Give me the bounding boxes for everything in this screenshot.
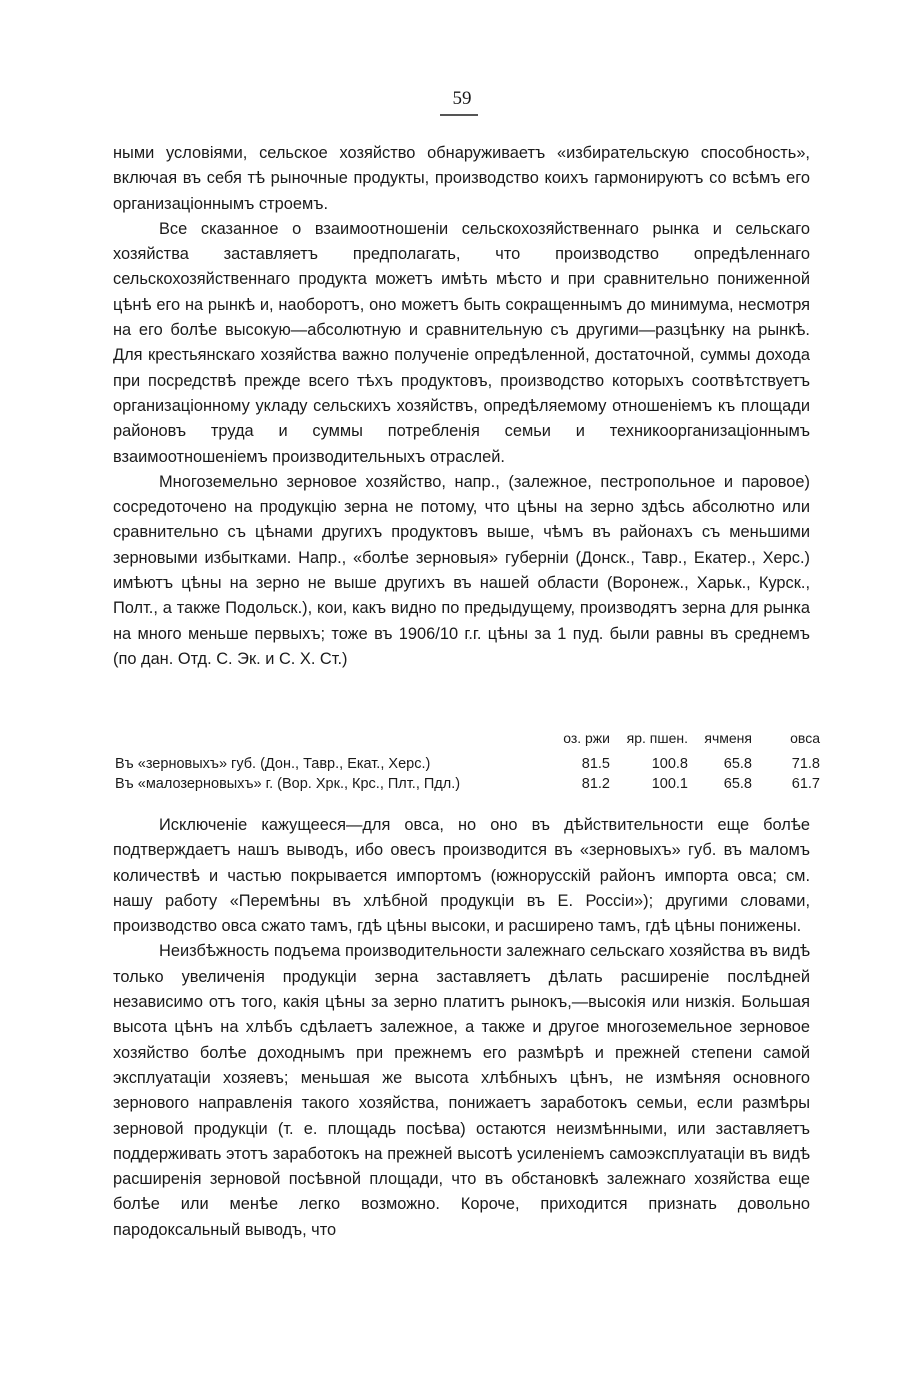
paragraph-2: Все сказанное о взаимоотношеніи сельскохозяйственнаго рынка и сельскаго хозяйства заставляетъ предполагать, что производство опредѣленнаго сельскохозяйственнаго продукта можетъ имѣть мѣсто и при сравнительно пониженной цѣнѣ его на рынкѣ и, наоборотъ, оно можетъ быть сокращеннымъ до минимума, несмотря на его болѣе высокую—абсолютную и сравнительную съ другими—разцѣнку на рынкѣ. Для крестьянскаго хозяйства важно полученіе опредѣленной, достаточной, суммы дохода при посредствѣ прежде всего тѣхъ продуктовъ, производство которыхъ соотвѣтствуетъ организаціонному укладу сельскихъ хозяйствъ, опредѣляемому отношеніемъ къ площади районовъ труда и суммы потребленія семьи и техникоорганизаціоннымъ взаимоотношеніемъ производительныхъ отраслей.: [113, 219, 810, 466]
cell-barley: 65.8: [723, 756, 752, 772]
cell-rye: 81.5: [581, 756, 610, 772]
page-number: 59: [452, 88, 472, 109]
cell-wheat: 100.8: [651, 756, 688, 772]
header-barley: ячменя: [704, 730, 752, 746]
paragraph-1: ными условіями, сельское хозяйство обнаруживаетъ «избирательскую способность», включая въ себя тѣ рыночные продукты, производство коихъ гармонируютъ со всѣмъ его организаціоннымъ строемъ.: [113, 144, 810, 213]
paragraph-4: Исключеніе кажущееся—для овса, но оно въ дѣйствительности еще болѣе подтверждаетъ нашъ выводъ, ибо овесъ производится въ «зерновыхъ» губ. въ маломъ количествѣ и частью покрывается импортомъ (южнорусскій районъ импорта овса; см. нашу работу «Перемѣны въ хлѣбной продукціи въ Е. Россіи»); другими словами, производство овса сжато тамъ, гдѣ цѣны высоки, и расширено тамъ, гдѣ цѣны понижены.: [113, 816, 810, 936]
cell-oats: 71.8: [791, 756, 820, 772]
table-row: [115, 774, 820, 794]
page-number-rule: [440, 114, 478, 116]
price-table: [115, 728, 820, 794]
header-rye: оз. ржи: [563, 730, 610, 746]
table-row: [115, 754, 820, 774]
text-block-top: [113, 141, 810, 672]
header-oats: овса: [790, 730, 820, 746]
cell-wheat: 100.1: [651, 776, 688, 792]
header-blank: [115, 728, 540, 754]
cell-oats: 61.7: [791, 776, 820, 792]
paragraph-3: Многоземельно зерновое хозяйство, напр., (залежное, пестропольное и паровое) сосредоточено на продукцію зерна не потому, что цѣны на зерно здѣсь абсолютно или сравнительно съ цѣнами другихъ продуктовъ выше, чѣмъ въ районахъ съ меньшими зерновыми избытками. Напр., «болѣе зерновыя» губерніи (Донск., Тавр., Екатер., Херс.) имѣютъ цѣны на зерно не выше другихъ въ нашей области (Воронеж., Харьк., Курск., Полт., а также Подольск.), кои, какъ видно по предыдущему, производятъ зерна для рынка на много меньше первыхъ; тоже въ 1906/10 г.г. цѣны за 1 пуд. были равны въ среднемъ (по дан. Отд. С. Эк. и С. Х. Ст.): [113, 472, 810, 668]
cell-rye: 81.2: [581, 776, 610, 792]
text-block-bottom: [113, 813, 810, 1243]
row-label: Въ «зерновыхъ» губ. (Дон., Тавр., Екат., Херс.): [115, 756, 431, 772]
cell-barley: 65.8: [723, 776, 752, 792]
header-wheat: яр. пшен.: [626, 730, 688, 746]
paragraph-5: Неизбѣжность подъема производительности залежнаго сельскаго хозяйства въ видѣ только увеличенія продукціи зерна заставляетъ дѣлать расширеніе послѣдней независимо отъ того, какія цѣны за зерно платитъ рынокъ,—высокія или низкія. Большая высота цѣнъ на хлѣбъ сдѣлаетъ залежное, а также и другое многоземельное зерновое хозяйство болѣе доходнымъ при прежнемъ его размѣрѣ и прежней степени самой эксплуатаціи хозяевъ; меньшая же высота хлѣбныхъ цѣнъ, не измѣняя основного зернового направленія такого хозяйства, понижаетъ заработокъ семьи, если размѣры зерновой продукціи (т. е. площадь посѣва) остаются неизмѣнными, или заставляетъ поддерживать этотъ заработокъ на прежней высотѣ усиленіемъ самоэксплуатаціи въ видѣ расширенія зерновой посѣвной площади, что въ обстановкѣ залежнаго хозяйства еще болѣе или менѣе легко возможно. Короче, приходится признать довольно пародоксальный выводъ, что: [113, 942, 810, 1239]
row-label: Въ «малозерновыхъ» г. (Вор. Хрк., Крс., Плт., Пдл.): [115, 776, 461, 792]
price-table-header: [115, 728, 820, 754]
